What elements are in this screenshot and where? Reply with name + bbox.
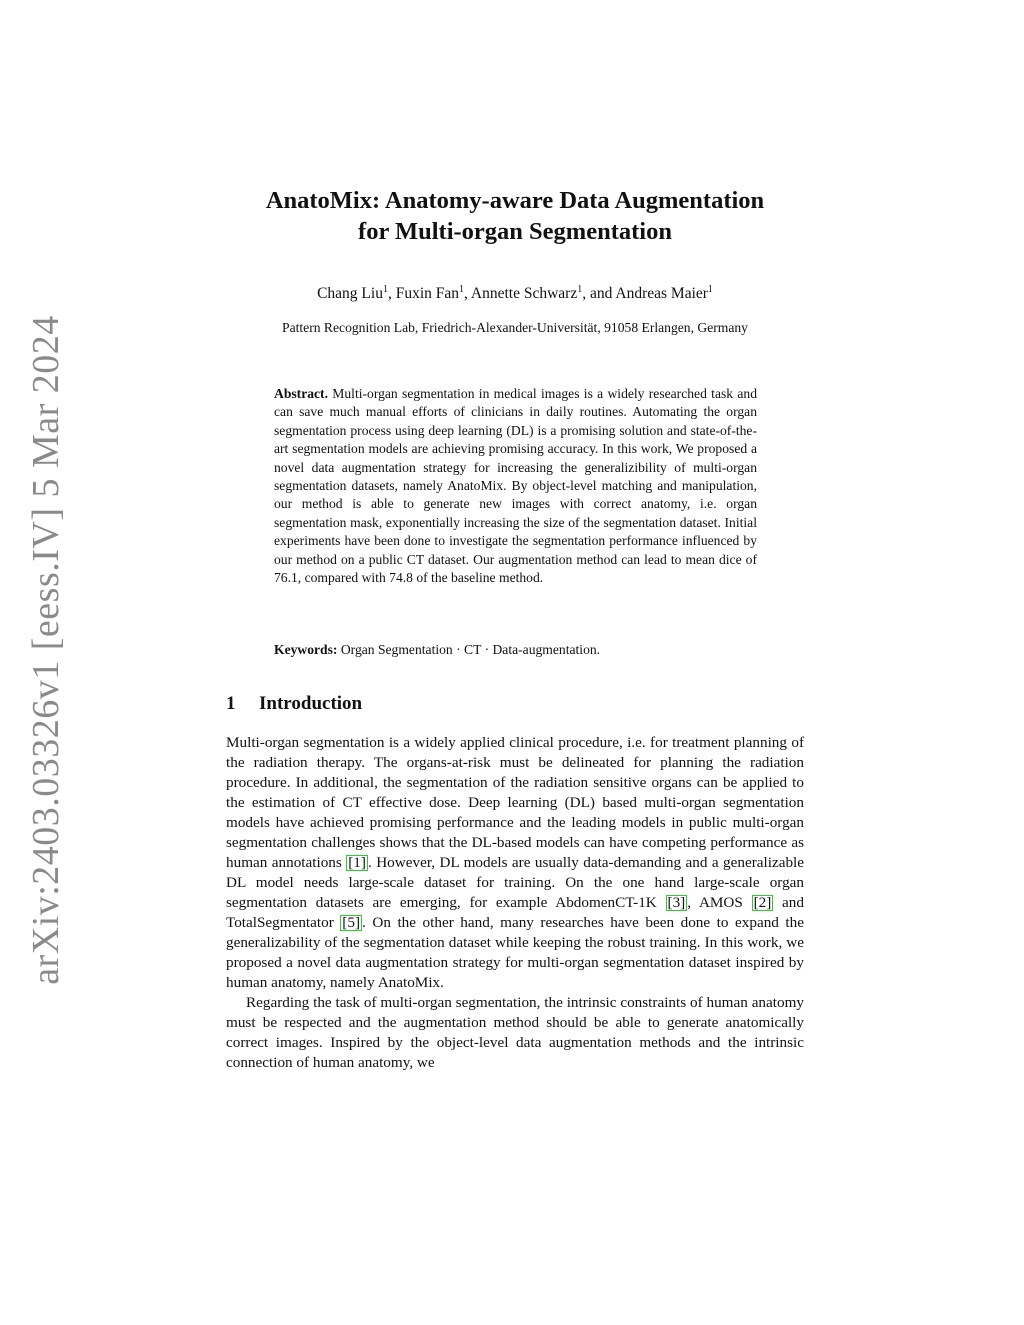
keywords-label: Keywords:: [274, 642, 338, 657]
author-affiliation-mark: 1: [382, 284, 388, 295]
keywords: [274, 641, 757, 659]
paragraph-1: [226, 733, 804, 993]
citation-link[interactable]: [5]: [342, 914, 361, 931]
paragraph-text: , AMOS: [687, 894, 752, 911]
citation-link[interactable]: [1]: [348, 854, 366, 871]
affiliation: Pattern Recognition Lab, Friedrich-Alexander-Universität, 91058 Erlangen, Germany: [282, 320, 748, 335]
body-text: [226, 733, 804, 1073]
paragraph-2: Regarding the task of multi-organ segmentation, the intrinsic constraints of human anatomy must be respected and the augmentation method should be able to generate anatomically correct images. Inspired by the object-level data augmentation methods and the intrinsic connection of human anatomy, we: [226, 994, 804, 1071]
citation-link[interactable]: [2]: [753, 894, 772, 911]
section-number: 1: [226, 693, 236, 714]
section-heading: [226, 692, 362, 716]
paragraph-text: Multi-organ segmentation is a widely applied clinical procedure, i.e. for treatment planning of the radiation therapy. The organs-at-risk must be delineated for planning the radiation procedure. In additional, the segmentation of the radiation sensitive organs can be applied to the estimation of CT effective dose. Deep learning (DL) based multi-organ segmentation models have achieved promising performance and the leading models in public multi-organ segmentation challenges shows that the DL-based models can have competing performance as human annotations: [226, 734, 804, 871]
author-affiliation-mark: 1: [707, 284, 713, 295]
author-separator: ,: [387, 285, 396, 302]
author-name: Chang Liu: [317, 285, 383, 302]
author-separator: , and: [582, 285, 616, 302]
author-separator: ,: [464, 285, 471, 302]
author-name: Andreas Maier: [615, 285, 708, 302]
arxiv-identifier-stamp: arXiv:2403.03326v1 [eess.IV] 5 Mar 2024: [25, 315, 67, 985]
title-line-2: for Multi-organ Segmentation: [358, 218, 672, 245]
abstract-label: Abstract.: [274, 386, 328, 401]
author-name: Annette Schwarz: [470, 285, 578, 302]
section-title: Introduction: [259, 693, 363, 714]
author-name: Fuxin Fan: [395, 285, 460, 302]
paper-title: [226, 185, 804, 247]
author-list: [226, 284, 804, 304]
abstract: [274, 385, 757, 587]
abstract-text: Multi-organ segmentation in medical images is a widely researched task and can save much manual efforts of clinicians in daily routines. Automating the organ segmentation process using deep learning (DL) is a promising solution and state-of-the-art segmentation models are achieving promising accuracy. In this work, We proposed a novel data augmentation strategy for increasing the generalizibility of multi-organ segmentation datasets, namely AnatoMix. By object-level matching and manipulation, our method is able to generate new images with correct anatomy, i.e. organ segmentation mask, exponentially increasing the size of the segmentation dataset. Initial experiments have been done to investigate the segmentation performance influenced by our method on a public CT dataset. Our augmentation method can lead to mean dice of 76.1, compared with 74.8 of the baseline method.: [274, 386, 757, 586]
paragraph-text: and TotalSegmentator: [226, 894, 804, 931]
paragraph-text: . However, DL models are usually data-demanding and a generalizable DL model needs large-scale dataset for training. On the one hand large-scale organ segmentation datasets are emerging, for example AbdomenCT-1K: [226, 854, 805, 911]
citation-link[interactable]: [3]: [667, 894, 686, 911]
paragraph-text: . On the other hand, many researches have been done to expand the generalizability of the segmentation dataset while keeping the robust training. In this work, we proposed a novel data augmentation strategy for multi-organ segmentation dataset inspired by human anatomy, namely AnatoMix.: [226, 914, 804, 991]
author-affiliation-mark: 1: [577, 284, 583, 295]
keywords-text: Organ Segmentation · CT · Data-augmentation.: [340, 642, 601, 657]
author-affiliation-mark: 1: [459, 284, 465, 295]
title-line-1: AnatoMix: Anatomy-aware Data Augmentation: [265, 187, 765, 214]
